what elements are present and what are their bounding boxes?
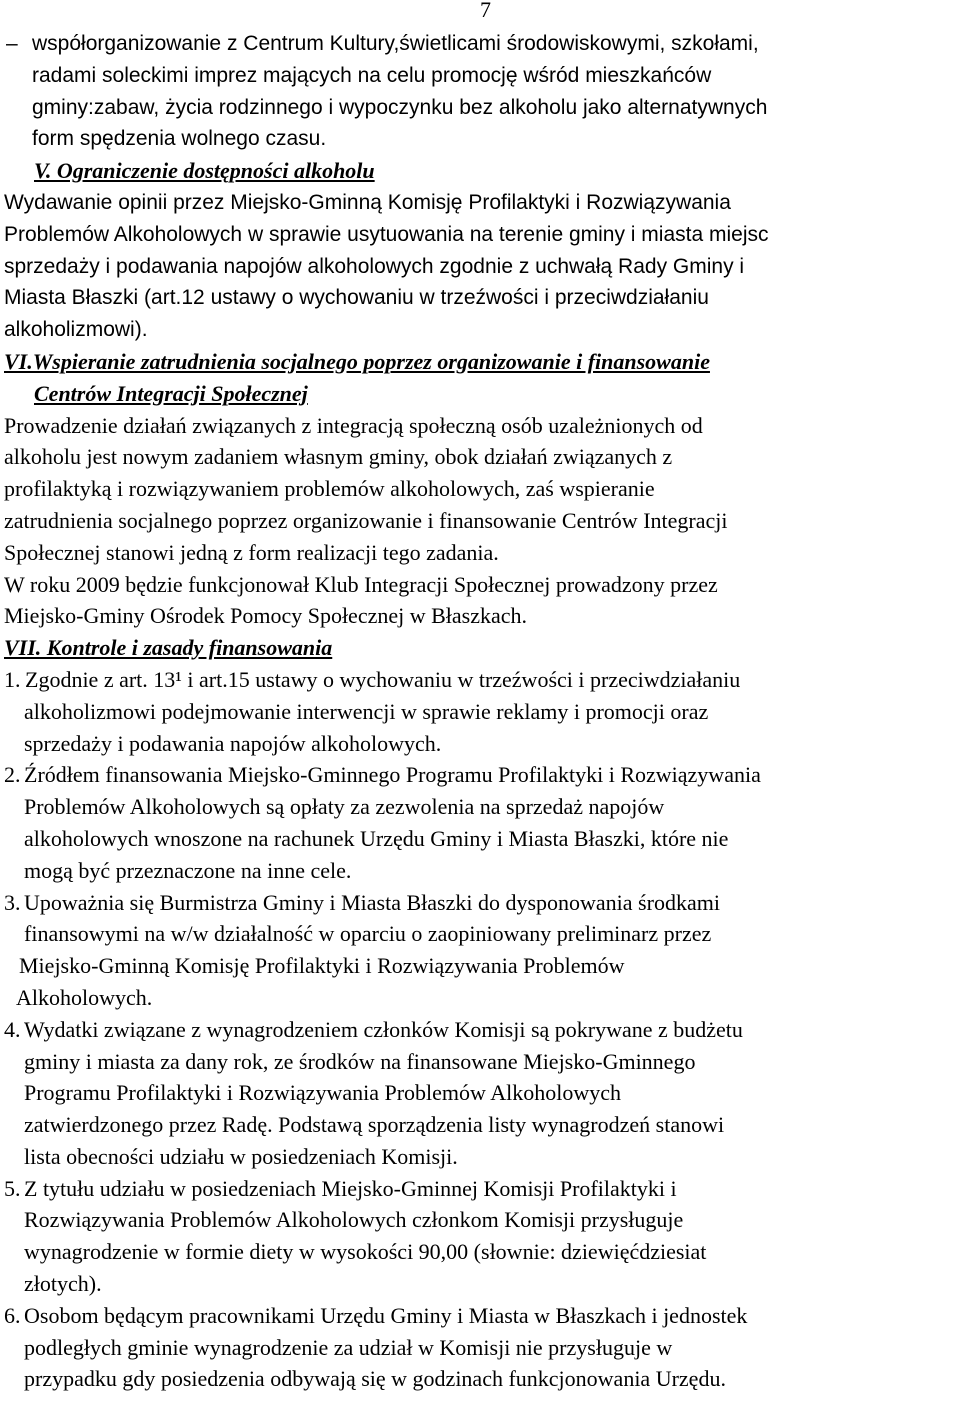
- text-line: sprzedaży i podawania napojów alkoholowych zgodnie z uchwałą Rady Gminy i: [4, 254, 745, 278]
- text-line: zatwierdzonego przez Radę. Podstawą sporządzenia listy wynagrodzeń stanowi: [24, 1112, 725, 1138]
- list-item: [4, 664, 958, 759]
- text-line: podległych gminie wynagrodzenie za udział w Komisji nie przysługuje w: [24, 1334, 673, 1360]
- list-item: [4, 759, 958, 886]
- text-line: Z tytułu udziału w posiedzeniach Miejsko-Gminnej Komisji Profilaktyki i: [24, 1175, 677, 1201]
- text-line: Miasta Błaszki (art.12 ustawy o wychowaniu w trzeźwości i przeciwdziałaniu: [4, 286, 709, 310]
- text-line: alkoholizmowi podejmowanie interwencji w sprawie reklamy i promocji oraz: [24, 698, 709, 724]
- text-line: lista obecności udziału w posiedzeniach Komisji.: [24, 1143, 458, 1169]
- text-line: złotych).: [24, 1271, 102, 1297]
- section-6: [4, 346, 958, 632]
- text-line: Problemów Alkoholowych w sprawie usytuowania na terenie gminy i miasta miejsc: [4, 222, 769, 246]
- section-5: [4, 155, 958, 346]
- text-line: finansowymi na w/w działalność w oparciu o zaopiniowany preliminarz przez: [24, 921, 712, 947]
- text-line: współorganizowanie z Centrum Kultury,świetlicami środowiskowymi, szkołami,: [32, 32, 759, 55]
- text-line: Problemów Alkoholowych są opłaty za zezwolenia na sprzedaż napojów: [24, 794, 665, 820]
- list-number: 3.: [4, 889, 21, 915]
- section-heading: VI.Wspieranie zatrudnienia socjalnego poprzez organizowanie i finansowanie: [4, 348, 710, 374]
- text-line: Upoważnia się Burmistrza Gminy i Miasta Błaszki do dysponowania środkami: [24, 889, 720, 915]
- text-line: alkoholu jest nowym zadaniem własnym gminy, obok działań związanych z: [4, 444, 673, 470]
- section-heading: V. Ograniczenie dostępności alkoholu: [34, 158, 375, 184]
- text-line: radami soleckimi imprez mających na celu promocję wśród mieszkańców: [32, 63, 712, 87]
- text-line: Osobom będącym pracownikami Urzędu Gminy i Miasta w Błaszkach i jednostek: [24, 1302, 748, 1328]
- text-line: gminy:zabaw, życia rodzinnego i wypoczynku bez alkoholu jako alternatywnych: [32, 95, 768, 119]
- list-item: [4, 887, 958, 1014]
- text-line: Zgodnie z art. 13¹ i art.15 ustawy o wychowaniu w trzeźwości i przeciwdziałaniu: [25, 666, 741, 692]
- text-line: alkoholowych wnoszone na rachunek Urzędu Gminy i Miasta Błaszki, które nie: [24, 825, 729, 851]
- text-line: alkoholizmowi).: [4, 318, 148, 342]
- text-line: Miejsko-Gminy Ośrodek Pomocy Społecznej w Błaszkach.: [4, 603, 528, 629]
- list-number: 4.: [4, 1016, 21, 1042]
- text-line: Miejsko-Gminną Komisję Profilaktyki i Rozwiązywania Problemów: [19, 953, 625, 979]
- text-line: profilaktyką i rozwiązywaniem problemów alkoholowych, zaś wspieranie: [4, 476, 655, 502]
- intro-paragraph: [4, 28, 958, 155]
- section-7: [4, 632, 958, 1395]
- list-number: 5.: [4, 1175, 21, 1201]
- list-item: [4, 1173, 958, 1300]
- text-line: Rozwiązywania Problemów Alkoholowych członkom Komisji przysługuje: [24, 1207, 684, 1233]
- text-line: Programu Profilaktyki i Rozwiązywania Problemów Alkoholowych: [24, 1080, 621, 1106]
- text-line: wynagrodzenie w formie diety w wysokości 90,00 (słownie: dziewięćdziesiat: [24, 1239, 707, 1265]
- text-line: gminy i miasta za dany rok, ze środków na finansowane Miejsko-Gminnego: [24, 1048, 696, 1074]
- text-line: Alkoholowych.: [16, 984, 153, 1010]
- section-heading: VII. Kontrole i zasady finansowania: [4, 635, 333, 661]
- text-line: Wydatki związane z wynagrodzeniem członków Komisji są pokrywane z budżetu: [24, 1016, 743, 1042]
- text-line: sprzedaży i podawania napojów alkoholowych.: [24, 730, 442, 756]
- list-number: 6.: [4, 1302, 21, 1328]
- list-number: 2.: [4, 762, 21, 788]
- section-heading-continued: Centrów Integracji Społecznej: [34, 380, 308, 406]
- text-line: Społecznej stanowi jedną z form realizacji tego zadania.: [4, 539, 499, 565]
- text-line: Wydawanie opinii przez Miejsko-Gminną Komisję Profilaktyki i Rozwiązywania: [4, 190, 731, 214]
- text-line: Prowadzenie działań związanych z integracją społeczną osób uzależnionych od: [4, 412, 703, 438]
- list-number: 1.: [4, 666, 21, 692]
- document-body: [4, 28, 958, 1395]
- list-item: [4, 1014, 958, 1173]
- text-line: zatrudnienia socjalnego poprzez organizowanie i finansowanie Centrów Integracji: [4, 507, 728, 533]
- list-item: [4, 1300, 958, 1395]
- dash-bullet: –: [6, 32, 18, 55]
- page-number: 7: [480, 0, 491, 22]
- text-line: mogą być przeznaczone na inne cele.: [24, 857, 352, 883]
- text-line: W roku 2009 będzie funkcjonował Klub Integracji Społecznej prowadzony przez: [4, 571, 718, 597]
- text-line: przypadku gdy posiedzenia odbywają się w godzinach funkcjonowania Urzędu.: [24, 1366, 726, 1392]
- text-line: form spędzenia wolnego czasu.: [32, 127, 327, 151]
- text-line: Źródłem finansowania Miejsko-Gminnego Programu Profilaktyki i Rozwiązywania: [24, 762, 761, 788]
